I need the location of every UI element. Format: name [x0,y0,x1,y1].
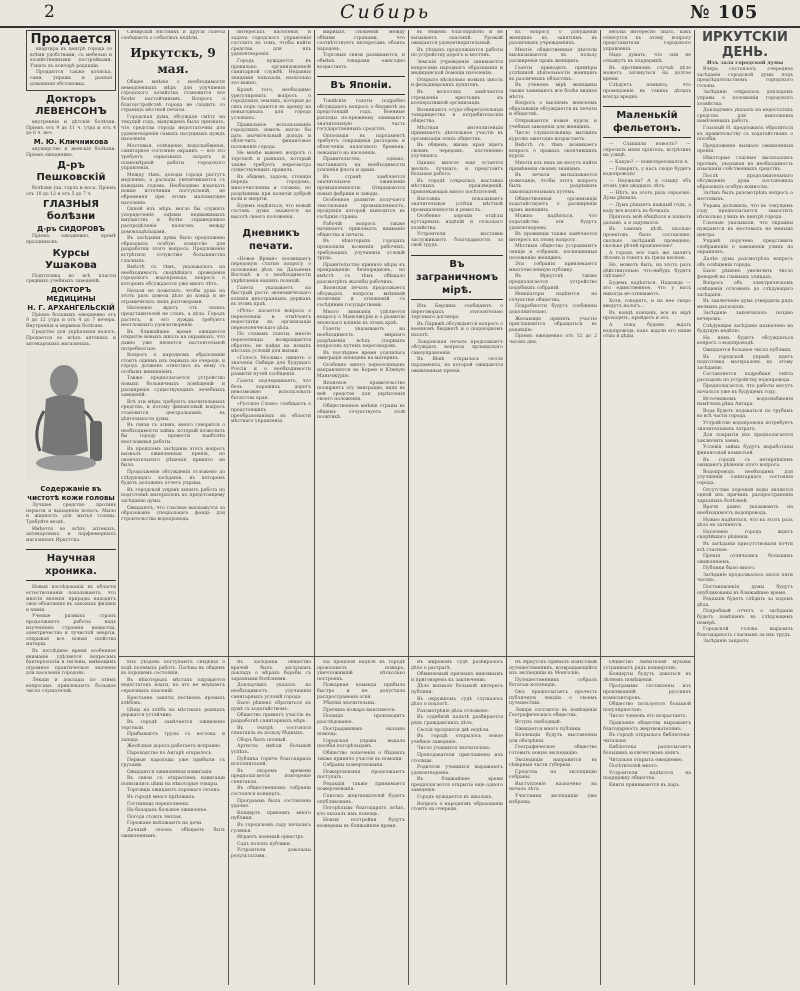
column-rule [408,30,409,985]
ad-eyes: ГЛАЗНЫЯ болѣзни [43,199,99,223]
masthead [0,0,800,28]
ad-hair-title: Содержаніе въ чистотѣ кожи головы [27,485,115,503]
column-rule [506,30,507,985]
newspaper-title: Сибирь [340,1,432,23]
irk-day-heading: ИРКУТСКІЙ ДЕНЬ. [702,30,788,60]
column-8: ИРКУТСКІЙ ДЕНЬ. Изъ зала городской думы Вчера состоялось очередное засѣданіе городской думы подъ предсѣдательствомъ городского головы. Засѣданіе открылось докладомъ управы о положеніи городского хозяйства. Докладчикъ указалъ на недостатокъ средствъ для выполненія намѣченныхъ работъ. Гласный Н. предложилъ обратиться къ правительству съ ходатайствомъ о пособіи. Предложеніе вызвало оживленныя пренія. Нѣкоторые гласные высказались противъ, указывая на необходимость изысканія собственныхъ средствъ. Послѣ продолжительнаго обсужденія дума постановила образовать особую комиссію. Затѣмъ былъ разсмотрѣнъ вопросъ о мостовыхъ. Управа доложила, что въ текущемъ году предполагается замостить нѣсколько улицъ въ центрѣ города. Гласные указывали, что окраины нуждаются въ мостовыхъ не меньше центра. Управѣ поручено представить соображенія о замощеніи улицъ на окраинахъ. Далѣе дума разсмотрѣла вопросъ объ освѣщеніи города. Было рѣшено увеличить число фонарей на главныхъ улицахъ. Вопросъ объ электрическомъ освѣщеніи отложенъ до слѣдующаго засѣданія. Въ заключеніе дума утвердила рядъ мелкихъ расходовъ. Засѣданіе закончилось поздно вечеромъ. Слѣдующее засѣданіе назначено на будущую недѣлю. На немъ будетъ обсуждаться вопросъ о водопроводѣ. Ожидается большое число публики. Въ городской управѣ идетъ подготовка матеріаловъ къ этому засѣданію. Составляется подробная смѣта расходовъ по устройству водопровода. Предполагается, что работы могутъ начаться уже въ будущемъ году. Источникомъ водоснабженія намѣчена рѣка Ангара. Вода будетъ подаваться по трубамъ во всѣ части города. Устройство водопровода потребуетъ значительныхъ затратъ. Для покрытія ихъ предполагается заключить заемъ. Условія займа будутъ выработаны финансовой комиссіей. Въ городѣ съ нетерпѣніемъ ожидаютъ рѣшенія этого вопроса. Водопроводъ необходимъ для улучшенія санитарнаго состоянія города. Отсутствіе хорошей воды является одной изъ причинъ распространенія заразныхъ болѣзней. Врачи давно указываютъ на необходимость водопровода. Нужно надѣяться, что на этотъ разъ дѣло не затянется. Населеніе города ждетъ скорѣйшаго рѣшенія. Въ засѣданіи присутствовали почти всѣ гласные. Пренія отличались большимъ оживленіемъ. Публики было много. Засѣданіе продолжалось около пяти часовъ. Постановленія думы будутъ опубликованы въ ближайшее время. Редакція будетъ слѣдить за ходомъ дѣла. Подробный отчетъ о засѣданіи будетъ помѣщенъ въ слѣдующемъ номерѣ. Городской голова выразилъ благодарность гласнымъ за ихъ трудъ. Засѣданіе закрыто. [697,30,793,645]
chronicle-heading: Научная хроника. [26,549,116,581]
ad-doctor-4-name: Н. Г. АРХАНГЕЛЬСКІЙ [27,303,115,312]
column-3: интересахъ населенія, и задача городского управленія состоитъ въ томъ, чтобы найти средства для ихъ удовлетворенія. Городъ нуждается въ правильно организованной санитарной службѣ. Недавнія эпидеміи показали, насколько это важно. Кромѣ того, необходимо урегулировать вопросъ о городскихъ земляхъ, которыя до сихъ поръ сдаются въ аренду на невыгодныхъ для города условіяхъ. Правильное использованіе городскихъ земель могло бы дать значительный доходъ и облегчить финансовое положеніе города. Не менѣе важенъ вопросъ о торговлѣ и рынкахъ, который также требуетъ пересмотра существующихъ правилъ. Въ общемъ, задачи, стоящія передъ городомъ, многочисленны и сложны, но разрѣшимы при наличіи доброй воли и энергіи. Будемъ надѣяться, что новый составъ думы окажется на высотѣ своего положенія. Дневникъ печати. «Новое Время» посвящаетъ передовую статью вопросу о положеніи дѣлъ на Дальнемъ Востокѣ и о необходимости укрѣпленія нашихъ позицій. Газета указываетъ на быстрый ростъ экономическаго вліянія иностранныхъ державъ въ этомъ краѣ. «Рѣчь» касается вопроса о переселеніи и отмѣчаетъ недостатки въ организаціи переселенческаго дѣла. По словамъ газеты, многіе переселенцы возвращаются обратно, не найдя на новыхъ мѣстахъ условій для жизни. «Голосъ Москвы» пишетъ о значеніи Сибири для будущаго Россіи и о необходимости развитія путей сообщенія. Газета подчеркиваетъ, что безъ хорошихъ дорогъ невозможно использовать богатства края. «Русское Слово» сообщаетъ о предстоящихъ преобразованіяхъ въ области мѣстнаго управленія. [231,30,311,425]
abroad-heading: Въ заграничномъ мірѣ. [411,255,503,300]
column-6: къ вопросу о допущеніи женщинъ къ занятіямъ въ различныхъ учрежденіяхъ. Многіе общественные дѣятели высказываются въ пользу расширенія правъ женщинъ. Газеты приводятъ примѣры успѣшной дѣятельности женщинъ въ различныхъ областяхъ. Въ ученомъ мірѣ женщины также занимаютъ все болѣе видное мѣсто. Вопросъ о высшемъ женскомъ образованіи обсуждается въ печати и обществѣ. Открываются новые курсы и учебныя заведенія для женщинъ. Число слушательницъ высшихъ курсовъ ежегодно возрастаетъ. Вмѣстѣ съ тѣмъ возникаетъ вопросъ о правахъ окончившихъ курсы. Многія изъ нихъ не могутъ найти примѣненія своимъ знаніямъ. Въ печати высказывается пожеланіе, чтобы этотъ вопросъ былъ разрѣшенъ законодательнымъ путемъ. Общественныя организаціи ходатайствуютъ о расширеніи правъ женщинъ. Можно надѣяться, что ходатайства эти будутъ удовлетворены. Въ провинціи также замѣчается интересъ къ этому вопросу. Мѣстныя общества устраиваютъ лекціи и собранія, посвященныя положенію женщинъ. Эти собранія привлекаютъ многочисленную публику. Въ Иркутскѣ также предполагается устройство подобныхъ собраній. Иниціаторы надѣются на сочувствіе общества. Подробности будутъ сообщены дополнительно. Желающіе принять участіе приглашаются обращаться въ редакцію. Пріемъ ежедневно отъ 12 до 2 часовъ дня. [509,30,597,345]
hair-ad-illustration [26,351,116,481]
ad-doctor-3: Д-ръ Пешковскій [36,160,106,184]
lower-column-4: На прошлой недѣлѣ въ городѣ произошелъ пожаръ, уничтожившій нѣсколько построекъ. Пожарная команда прибыла быстро и не допустила распространенія огня. Убытки значительны. Причина пожара выясняется. Полиція производитъ разслѣдованіе. Пострадавшимъ оказана помощь. Городская управа выдала пособія погорѣльцамъ. Общество попеченія о бѣдныхъ также приняло участіе въ помощи. Собраны пожертвованія. Пожертвованія продолжаютъ поступать. Редакція также принимаетъ пожертвованія. Списокъ жертвователей будетъ опубликованъ. Погорѣльцы благодарятъ всѣхъ, кто оказалъ имъ помощь. Новыя постройки будутъ возведены въ ближайшее время. [317,660,405,830]
ad-eyes-doctor: Д-ръ СИДОРОВЪ [36,225,106,234]
feuilleton-heading: Маленькій фельетонъ. [603,106,691,138]
lower-column-5: Въ мировомъ судѣ разбиралось дѣло о растратѣ. Обвиняемый признанъ виновнымъ и приговоренъ къ заключенію. Дѣло вызвало большой интересъ публики. Въ окружномъ судѣ слушалось дѣло о подлогѣ. Разсмотрѣніе дѣла отложено. Въ судебной палатѣ разбирается рядъ гражданскихъ дѣлъ. Сессія продлится двѣ недѣли. Въ городѣ открылось новое учебное заведеніе. Число учащихся значительно. Преподаватели приглашены изъ столицы. Родители учащихся выражаютъ удовлетвореніе. Въ ближайшее время предполагается открытіе еще одного заведенія. Городъ нуждается въ школахъ. Вопросъ о народномъ образованіи стоитъ на очереди. [411,660,503,813]
ad-sale: Продается квартира въ центрѣ города со всѣми удобствами, съ мебелью и хозяйственными постройками. Узнать въ конторѣ редакціи. Продаются также коляска, сани, упряжь и разная домашняя обстановка. [26,30,116,91]
ad-doctor-4: ДОКТОРЪ МЕДИЦИНЫ [46,285,96,303]
irkutsk-date-heading: Иркутскъ, 9 мая. [130,46,216,77]
column-rule [118,30,119,985]
column-5: въ общемъ благопріятно и не вызываетъ опасеній. Урожай ожидается удовлетворительный. Въ уѣздахъ продолжаются работы по устройству дорогъ и мостовъ. Земскія учрежденія занимаются вопросами народнаго образованія и медицинской помощи населенію. Открыто нѣсколько новыхъ школъ и фельдшерскихъ пунктовъ. Въ волостяхъ замѣчается стремленіе крестьянъ къ кооперативной организаціи. Возникаютъ ссудо-сберегательныя товарищества и потребительскія общества. Мѣстная интеллигенція принимаетъ дѣятельное участіе въ организаціи этихъ обществъ. Въ общемъ, жизнь края идетъ своимъ чередомъ, постепенно улучшаясь. Однако многое еще остается желать лучшаго, и предстоитъ большая работа. Въ городѣ открылась выставка мѣстныхъ произведеній, привлекающая много посѣтителей. Выставка показываетъ значительные успѣхи мѣстной промышленности и ремеслъ. Особенно хороши отдѣлы кустарныхъ издѣлій и сельскаго хозяйства. Устроители выставки заслуживаютъ благодарности за свой трудъ. Въ заграничномъ мірѣ. Изъ Берлина сообщаютъ о переговорахъ относительно торговаго договора. Въ Парижѣ обсуждается вопросъ о военномъ бюджетѣ и о подоходномъ налогѣ. Лондонская печать продолжаетъ обсуждать вопросы ирландскаго самоуправленія. Въ Вѣнѣ открылась сессія парламента, на которой ожидаются оживленныя пренія. [411,30,503,374]
ad-doctor-2: М. Ю. Кличникова [33,137,109,146]
lower-column-7: Общество любителей музыки устраиваетъ рядъ концертовъ. Концерты будутъ даваться въ лѣтнемъ помѣщеніи. Программы составлены изъ произведеній русскихъ композиторовъ. Общество пользуется большой популярностью. Число членовъ его возрастаетъ. Правленіе общества выражаетъ благодарность жертвователямъ. Въ городѣ открылась библіотека-читальня. Библіотека располагаетъ большимъ количествомъ книгъ. Читальня открыта ежедневно. Посѣтителей много. Устроители надѣются на поддержку общества. Книги принимаются въ даръ. [603,660,691,788]
page-number: 2 [44,2,55,22]
column-rule [314,30,315,985]
ad-doctor-levenson: Докторъ ЛЕВЕНСОНЪ [35,94,107,118]
ad-courses: Курсы Ушакова [45,247,97,271]
column-rule [694,30,695,985]
ads-column: Продается квартира въ центрѣ города со всѣми удобствами, съ мебелью и хозяйственными постройками. Узнать въ конторѣ редакціи. Продаются также коляска, сани, упряжь и разная домашняя обстановка. Докторъ ЛЕВЕНСОНЪ внутреннія и дѣтскія болѣзни. Пріемъ отъ 9 до 11 ч. утра и отъ 4 до 6 ч. веч. М. Ю. Кличникова акушерство и женскія болѣзни. Пріемъ ежедневно. Д-ръ Пешковскій болѣзни уха, горла и носа. Пріемъ отъ 10 до 12 и отъ 5 до 7 ч. ГЛАЗНЫЯ болѣзни Д-ръ СИДОРОВЪ Пріемъ ежедневно, кромѣ праздниковъ. Курсы Ушакова Подготовка во всѣ классы среднихъ учебныхъ заведеній. ДОКТОРЪ МЕДИЦИНЫ Н. Г. АРХАНГЕЛЬСКІЙ Пріемъ больныхъ ежедневно отъ 9 до 12 утра и отъ 4 до 7 вечера. Внутреннія и нервныя болѣзни. Средство для укрѣпленія волосъ. Продается во всѣхъ аптекахъ и аптекарскихъ магазинахъ. Содержаніе въ чистотѣ кожи головы Лучшее средство противъ перхоти и выпаденія волосъ. Мыло и жидкость для мытья головы. Требуйте вездѣ. Имѣется во всѣхъ аптекахъ, аптекарскихъ и парфюмерныхъ магазинахъ Иркутска. Научная хроника. Новыя изслѣдованія въ области естествознанія показываютъ, что многія явленія природы находятъ свое объясненіе въ законахъ физики и химіи. Ученые разныхъ странъ продолжаютъ работы надъ изученіемъ строенія вещества, электричества и лучистой энергіи, открывая все новыя свойства матеріи. Въ послѣднее время особенное вниманіе удѣляется вопросамъ бактеріологіи и гигіены, имѣющимъ огромное практическое значеніе для населенія городовъ. Лекціи и доклады по этимъ вопросамъ привлекаютъ большое число слушателей. [26,32,116,695]
column-rule [600,30,601,985]
column-4: мирныхъ сношеній между обѣими странами, что соотвѣтствуетъ интересамъ обоихъ народовъ. Торговыя связи развиваются, и обмѣнъ товарами ежегодно возрастаетъ. Въ Японіи. Токійскія газеты подробно обсуждаютъ вопросъ о бюджетѣ на предстоящій годъ. Военные расходы по-прежнему занимаютъ значительную часть государственныхъ средствъ. Оппозиція въ парламентѣ требуетъ сокращенія расходовъ и облегченія налогового бремени, лежащаго на населеніи. Правительство, однако, настаиваетъ на необходимости усиленія флота и арміи. Въ странѣ замѣчается значительное оживленіе промышленности. Открываются новыя фабрики и заводы. Особенное развитіе получаетъ текстильная промышленность, продукція которой вывозится въ сосѣднія страны. Рабочій вопросъ также начинаетъ привлекать вниманіе общества и печати. Въ нѣкоторыхъ городахъ произошли волненія рабочихъ, требующихъ улучшенія условій труда. Правительство приняло мѣры къ прекращенію безпорядковъ, но вмѣстѣ съ тѣмъ обѣщало разсмотрѣть жалобы рабочихъ. Японская печать продолжаетъ обсуждать вопросы внѣшней политики и отношеній съ сосѣдними государствами. Много вниманія удѣляется вопросу о Маньчжуріи и о развитіи японскаго вліянія въ этомъ краѣ. Газеты указываютъ на необходимость мирнаго разрѣшенія всѣхъ спорныхъ вопросовъ путемъ переговоровъ. Въ послѣднее время усилилась эмиграція японцевъ на материкъ. Особенно много переселенцевъ направляется въ Корею и Южную Маньчжурію. Японское правительство поощряетъ эту эмиграцію, видя въ ней средство для укрѣпленія своего положенія. Общественное мнѣніе страны въ общемъ сочувствуетъ этой политикѣ. [317,30,405,421]
lower-column-6: Въ Иркутскъ прибылъ извѣстный путешественникъ, возвращающійся изъ экспедиціи въ Монголію. Путешественникъ собралъ богатыя коллекціи. Онъ предполагаетъ прочесть публичную лекцію о своемъ путешествіи. Лекція состоится въ помѣщеніи Географическаго общества. Вступъ свободный. Ожидается много публики. Коллекціи будутъ выставлены для обозрѣнія. Географическое общество готовитъ новую экспедицію. Экспедиція направится въ сѣверныя части губерніи. Средства на экспедицію собраны. Выступленіе назначено на начало лѣта. Участники экспедиціи уже избраны. [509,660,597,805]
japan-heading: Въ Японіи. [317,76,405,95]
diary-heading: Дневникъ печати. [242,227,300,252]
column-7: весьма интересно знать, какъ отнесутся къ этому вопросу представители городского управленія. Надо думать, что они не откажутъ въ поддержкѣ. Въ противномъ случаѣ дѣло можетъ затянуться на долгое время. Слѣдуетъ помнить, что промедленіе въ такихъ дѣлахъ всегда вредно. Маленькій фельетонъ. — Слышали новость? — спросилъ меня пріятель, встрѣтивъ на улицѣ. — Какую? — поинтересовался я. — Говорятъ, у насъ скоро будетъ водопроводъ! — Неужели? А я слышу объ этомъ уже двадцать лѣтъ. — Нѣтъ, на этотъ разъ серьезно. Дума рѣшила. — Дума рѣшаетъ каждый годъ, а воду все возятъ въ бочкахъ. Пріятель мой обидѣлся и пошелъ дальше, а я задумался. Въ самомъ дѣлѣ, сколько проектовъ было составлено, сколько засѣданій проведено, сколько рѣчей произнесено! А городъ все такъ же пылитъ лѣтомъ и тонетъ въ грязи весною. Но, можетъ быть, на этотъ разъ дѣйствительно что-нибудь будетъ сдѣлано? Будемъ надѣяться. Надежда — это единственное, что у насъ никогда не отнимаютъ. Хотя, говорятъ, и на нее скоро введутъ налогъ... Въ концѣ концовъ, все въ мірѣ проходитъ, пройдетъ и это. А пока будемъ ждать водопровода, какъ ждали его наши отцы и дѣды. [603,30,691,340]
issue-number: № 105 [690,2,759,23]
ad-sale-title: Продается [30,32,112,47]
lower-column-3: Въ засѣданіи общества врачей былъ заслушанъ докладъ о мѣрахъ борьбы съ заразными болѣзнями. Докладчикъ указалъ на необходимость улучшенія санитарныхъ условій города. Было рѣшено обратиться къ думѣ съ ходатайствомъ. Общество приметъ участіе въ разработкѣ санитарныхъ мѣръ. Въ театрѣ состоялся спектакль въ пользу бѣдныхъ. Сборъ былъ полный. Артисты имѣли большой успѣхъ. Публика горячо благодарила исполнителей. Въ скоромъ времени предполагается повтореніе спектакля. Въ общественномъ собраніи состоялся концертъ. Программа была составлена удачно. Концертъ привлекъ много публики. Въ городскомъ саду начались гулянья. Играетъ военный оркестръ. Садъ полонъ публики. Устроители довольны результатами. [231,660,311,859]
column-rule [228,30,229,985]
column-2: Сибирскій Вѣстникъ и другія газеты сообщаютъ о событіяхъ недѣли. Иркутскъ, 9 мая. Общее мнѣніе о необходимости немедленныхъ мѣръ для улучшенія городского хозяйства становится все болѣе настойчивымъ. Вопросъ о благоустройствѣ города не сходитъ со страницъ мѣстной печати. Городская дума, обсуждая смѣту на текущій годъ, вынуждена была признать, что средства города недостаточны для удовлетворенія самыхъ насущныхъ нуждъ населенія. Мостовыя, освѣщеніе, водоснабженіе, санитарное состояніе окраинъ — все это требуетъ серьезныхъ затратъ и планомѣрной работы городского управленія. Между тѣмъ, доходы города растутъ медленно, а расходы увеличиваются съ каждымъ годомъ. Необходимо изыскать новые источники поступленій, не обременяя при этомъ малоимущее населеніе. Одной изъ мѣръ могло бы служить упорядоченіе оцѣнки недвижимыхъ имуществъ и болѣе справедливое распредѣленіе налоговъ между домовладѣльцами. Въ засѣданіи думы было предложено образовать особую комиссію для разработки этого вопроса. Предложеніе встрѣтило сочувствіе большинства гласныхъ. Вмѣстѣ съ тѣмъ, указывалось на необходимость скорѣйшаго проведенія городского водопровода, вопросъ о которомъ обсуждается уже много лѣтъ. Нельзя не пожелать, чтобы дума на этотъ разъ довела дѣло до конца и не ограничилась лишь разговорами. Населеніе ждетъ отъ своихъ представителей не словъ, а дѣла. Городъ растетъ, и его нужды требуютъ неотложнаго удовлетворенія. Въ ближайшее время ожидается открытіе новыхъ школъ на окраинахъ, что давно уже является настоятельной потребностью. Вопросъ о народномъ образованіи стоитъ однимъ изъ первыхъ на очереди, и городъ долженъ отнестись къ нему съ особымъ вниманіемъ. Также предполагается устройство новыхъ больничныхъ помѣщеній и расширеніе существующихъ лечебныхъ заведеній. Всѣ эти мѣры требуютъ значительныхъ средствъ, и потому финансовый вопросъ становится центральнымъ въ дѣятельности думы. Въ связи съ этимъ, много говорится о необходимости займа, который позволилъ бы городу провести наиболѣе неотложныя работы. Въ прошломъ засѣданіи этотъ вопросъ вызвалъ оживленныя пренія, но окончательнаго рѣшенія принято не было. Продолженіе обсужденія отложено до слѣдующаго засѣданія, въ которомъ будетъ доложенъ отчетъ управы. Въ городской управѣ кипитъ работа по подготовкѣ матеріаловъ къ предстоящему засѣданію думы. Ожидаютъ, что гласные выскажутся за образованіе спеціальнаго фонда для строительства водопровода. [121,30,225,522]
lower-column-2: Изъ уѣздовъ поступаютъ свѣдѣнія о ходѣ полевыхъ работъ. Посѣвы въ общемъ въ хорошемъ состояніи. Въ нѣкоторыхъ мѣстахъ ощущается недостатокъ влаги, но это не внушаетъ серьезныхъ опасеній. Крестьяне заняты посѣвомъ яровыхъ хлѣбовъ. Цѣны на хлѣбъ на мѣстныхъ рынкахъ держатся устойчиво. Въ городѣ замѣчается оживленіе торговли. Прибываютъ грузы съ востока и запада. Желѣзная дорога работаетъ исправно. Пароходство по Ангарѣ открылось. Первые пароходы уже прибыли съ грузами. Ожидается оживленная навигація. Въ связи съ открытіемъ навигаціи понизились цѣны на нѣкоторые товары. Торговцы ожидаютъ хорошаго сезона. Въ городѣ много пріѣзжихъ. Гостиницы переполнены. На базарахъ большое оживленіе. Погода стоитъ теплая. Горожане выѣзжаютъ на дачи. Дачный сезонъ обѣщаетъ быть оживленнымъ. [121,660,225,839]
irk-day-subheading: Изъ зала городской думы [706,60,784,66]
